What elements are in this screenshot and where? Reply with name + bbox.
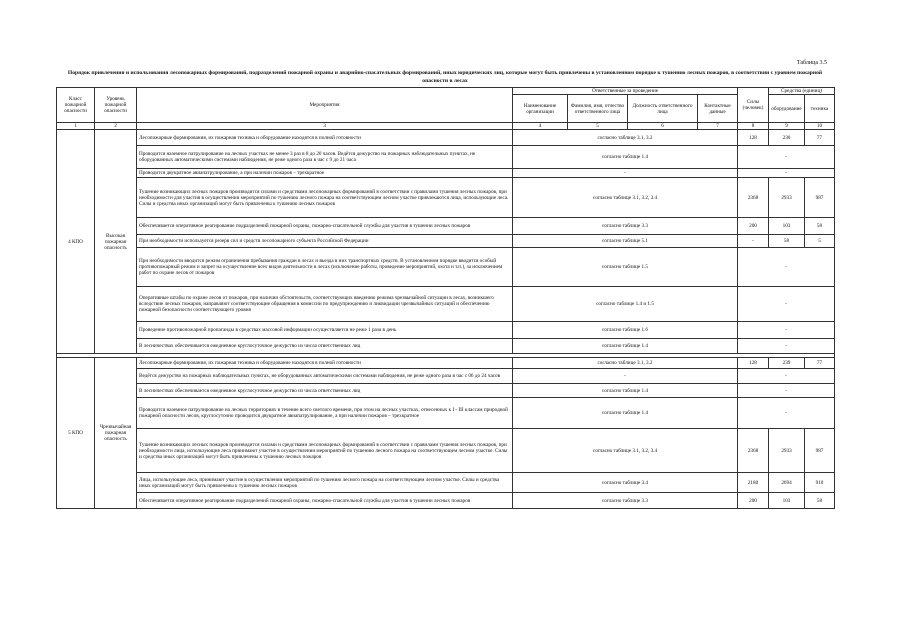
col-number: 7 bbox=[698, 123, 738, 130]
measure-cell: При необходимости используется резерв сил и средств лесопожарного субъекта Российской Федерации bbox=[137, 235, 513, 248]
responsible-cell: согласно таблице 3.1, 3.2 bbox=[513, 130, 738, 146]
col-number: 4 bbox=[513, 123, 568, 130]
table-row bbox=[57, 146, 835, 169]
col-number: 2 bbox=[95, 123, 137, 130]
responsible-cell: согласно таблице 3.4 bbox=[513, 473, 738, 493]
measure-cell: Проведение противопожарной пропаганды в средствах массовой информации осуществляется не реже 1 раза в день bbox=[137, 322, 513, 339]
responsible-cell: - bbox=[513, 169, 738, 178]
forces-cell: - bbox=[738, 235, 769, 248]
header-responsible: Ответственные за проведение bbox=[513, 88, 738, 95]
responsible-cell: согласно таблице 5.1 bbox=[513, 235, 738, 248]
header-level: Уровень пожарной опасности bbox=[95, 88, 137, 123]
means-cell: - bbox=[738, 369, 835, 384]
responsible-cell: согласно таблице 3.1, 3.2, 3.4 bbox=[513, 429, 738, 473]
responsible-cell: согласно таблице 1.4 и 1.5 bbox=[513, 287, 738, 322]
measure-cell: Тушение возникающих лесных пожаров производится силами и средствами лесопожарных формирований в соответствии с правилами тушения лесных пожаров, при необходимости для участия в осуществлении мероприятий по тушению лесного пожара на соответствующем лесном участке привлекаются лица, использующие леса. Силы и средства иных организаций могут быть привлечены к тушению лесных пожаров bbox=[137, 178, 513, 218]
table-row bbox=[57, 235, 835, 248]
table-title: Порядок привлечения и использования лесопожарных формирований, подразделений пожарной охраны и аварийно-спасательных формирований, иных юридических лиц, которые могут быть привлечены в установленном порядке к тушению лесных пожаров, в соответствии с уровнем пожарной опасности в лесах bbox=[67, 70, 823, 84]
header-fio: Фамилия, имя, отчество ответственного лица bbox=[568, 95, 628, 123]
equipment-cell: 239 bbox=[769, 358, 805, 369]
fire-measures-table bbox=[56, 87, 835, 509]
responsible-cell: согласно таблице 3.3 bbox=[513, 493, 738, 509]
header-measures: Мероприятия bbox=[137, 88, 513, 123]
header-position: Должность ответственного лица bbox=[628, 95, 698, 123]
measure-cell: В лесничествах обеспечивается ежедневное круглосуточное дежурство из числа ответственных лиц bbox=[137, 339, 513, 354]
measure-cell: Проводится наземное патрулирование на лесных территориях в течение всего светлого времени, при этом на лесных участках, отнесенных к I - III классам природной пожарной опасности лесов, круглосуточно проводится двукратное авиапатрулирование, а при наличии пожаров – трехкратное bbox=[137, 398, 513, 429]
table-row bbox=[57, 322, 835, 339]
col-number: 9 bbox=[769, 123, 805, 130]
table-row bbox=[57, 218, 835, 235]
table-row bbox=[57, 358, 835, 369]
means-cell: - bbox=[738, 398, 835, 429]
header-contacts: Контактные данные bbox=[698, 95, 738, 123]
measure-cell: При необходимости вводится режим ограничения пребывания граждан в лесах и въезда в них транспортных средств. В установленном порядке вводится особый противопожарный режим и запрет на осуществление всех видов деятельности в лесах (исключение работы, проведение мероприятий, охота и т.п.), за исключением работ по охране лесов от пожаров bbox=[137, 248, 513, 287]
equipment-cell: 58 bbox=[769, 235, 805, 248]
forces-cell: 128 bbox=[738, 130, 769, 146]
table-row bbox=[57, 130, 835, 146]
equipment-cell: 103 bbox=[769, 218, 805, 235]
measure-cell: Лесопожарные формирования, их пожарная техника и оборудование находятся в полной готовности bbox=[137, 358, 513, 369]
class-cell: 5 КПО bbox=[57, 358, 95, 509]
table-row bbox=[57, 384, 835, 398]
measure-cell: Проводится двукратное авиапатрулирование, а при наличии пожаров – трехкратное bbox=[137, 169, 513, 178]
measure-cell: Лица, использующие леса, принимают участие в осуществлении мероприятий по тушению лесного пожара на соответствующем лесном участке. Силы и средства иных организаций могут быть привлечены к тушению лесных пожаров bbox=[137, 473, 513, 493]
technics-cell: 5 bbox=[805, 235, 835, 248]
table-row bbox=[57, 398, 835, 429]
col-number: 5 bbox=[568, 123, 628, 130]
responsible-cell: согласно таблице 1.6 bbox=[513, 322, 738, 339]
table-row bbox=[57, 287, 835, 322]
class4-section bbox=[57, 130, 835, 354]
header-equipment: оборудование bbox=[769, 95, 805, 123]
table-row bbox=[57, 178, 835, 218]
technics-cell: 987 bbox=[805, 429, 835, 473]
responsible-cell: согласно таблице 1.4 bbox=[513, 384, 738, 398]
measure-cell: Обеспечивается оперативное реагирование подразделений пожарной охраны, пожарно-спасательной службы для участия в тушении лесных пожаров bbox=[137, 493, 513, 509]
header-means: Средства (единиц) bbox=[769, 88, 835, 95]
responsible-cell: согласно таблице 1.5 bbox=[513, 248, 738, 287]
means-cell: - bbox=[738, 322, 835, 339]
responsible-cell: согласно таблице 1.4 bbox=[513, 146, 738, 169]
header-forces: Силы (человек) bbox=[738, 88, 769, 123]
equipment-cell: 2933 bbox=[769, 429, 805, 473]
measure-cell: Ведётся дежурство на пожарных наблюдательных пунктах, не оборудованных автоматическими системами наблюдения, не реже одного раза в час с 06 до 24 часов bbox=[137, 369, 513, 384]
technics-cell: 77 bbox=[805, 130, 835, 146]
class5-section bbox=[57, 354, 835, 509]
forces-cell: 2368 bbox=[738, 178, 769, 218]
technics-cell: 77 bbox=[805, 358, 835, 369]
technics-cell: 58 bbox=[805, 218, 835, 235]
forces-cell: 200 bbox=[738, 493, 769, 509]
table-row bbox=[57, 429, 835, 473]
column-number-row bbox=[57, 123, 835, 130]
table-row bbox=[57, 248, 835, 287]
header-technics: техника bbox=[805, 95, 835, 123]
col-number: 10 bbox=[805, 123, 835, 130]
equipment-cell: 2933 bbox=[769, 178, 805, 218]
means-cell: - bbox=[738, 169, 835, 178]
table-row bbox=[57, 169, 835, 178]
col-number: 6 bbox=[628, 123, 698, 130]
level-cell: Чрезвычайная пожарная опасность bbox=[95, 358, 137, 509]
measure-cell: Тушение возникающих лесных пожаров производится силами и средствами лесопожарных формирований в соответствии с правилами тушения лесных пожаров, при необходимости лица, использующие леса принимают участие в осуществлении мероприятий по тушению лесного пожара на соответствующем лесном участке. Силы и средства иных организаций могут быть привлечены к тушению лесных пожаров bbox=[137, 429, 513, 473]
responsible-cell: согласно таблице 3.3 bbox=[513, 218, 738, 235]
responsible-cell: согласно таблице 1.4 bbox=[513, 398, 738, 429]
responsible-cell: - bbox=[513, 369, 738, 384]
header-org: Наименование организации bbox=[513, 95, 568, 123]
measure-cell: Обеспечивается оперативное реагирование подразделений пожарной охраны, пожарно-спасательной службы для участия в тушении лесных пожаров bbox=[137, 218, 513, 235]
col-number: 8 bbox=[738, 123, 769, 130]
level-cell: Высокая пожарная опасность bbox=[95, 130, 137, 354]
table-number: Таблица 3.5 bbox=[796, 60, 827, 66]
means-cell: - bbox=[738, 384, 835, 398]
responsible-cell: согласно таблице 3.1, 3.2, 3.4 bbox=[513, 178, 738, 218]
equipment-cell: 103 bbox=[769, 493, 805, 509]
table-row bbox=[57, 473, 835, 493]
responsible-cell: согласно таблице 3.1, 3.2 bbox=[513, 358, 738, 369]
technics-cell: 910 bbox=[805, 473, 835, 493]
measure-cell: Проводится наземное патрулирование на лесных участках не менее 3 раз в 8 до 20 часов. Ведётся дежурство на пожарных наблюдательных пунктах, не оборудованных автоматическими системами наблюдения, не реже одного раза в час с 9 до 21 часа bbox=[137, 146, 513, 169]
table-row bbox=[57, 369, 835, 384]
col-number: 1 bbox=[57, 123, 95, 130]
class-cell: 4 КПО bbox=[57, 130, 95, 354]
measure-cell: Лесопожарные формирования, их пожарная техника и оборудование находятся в полной готовности bbox=[137, 130, 513, 146]
forces-cell: 200 bbox=[738, 218, 769, 235]
means-cell: - bbox=[738, 248, 835, 287]
table-row bbox=[57, 493, 835, 509]
forces-cell: 2368 bbox=[738, 429, 769, 473]
technics-cell: 987 bbox=[805, 178, 835, 218]
technics-cell: 58 bbox=[805, 493, 835, 509]
measure-cell: В лесничествах обеспечивается ежедневное круглосуточное дежурство из числа ответственных лиц bbox=[137, 384, 513, 398]
forces-cell: 128 bbox=[738, 358, 769, 369]
table-row bbox=[57, 339, 835, 354]
col-number: 3 bbox=[137, 123, 513, 130]
means-cell: - bbox=[738, 146, 835, 169]
measure-cell: Оперативные штабы по охране лесов от пожаров, при наличии обстоятельств, соответствующих введению режима чрезвычайной ситуации в лесах, возникшего вследствие лесных пожаров, направляют соответствующие обращения в комиссии по предупреждению и ликвидации чрезвычайных ситуаций и обеспечению пожарной безопасности соответствующего уровня bbox=[137, 287, 513, 322]
equipment-cell: 230 bbox=[769, 130, 805, 146]
responsible-cell: согласно таблице 1.4 bbox=[513, 339, 738, 354]
equipment-cell: 2694 bbox=[769, 473, 805, 493]
forces-cell: 2180 bbox=[738, 473, 769, 493]
header-class: Класс пожарной опасности bbox=[57, 88, 95, 123]
means-cell: - bbox=[738, 287, 835, 322]
means-cell: - bbox=[738, 339, 835, 354]
